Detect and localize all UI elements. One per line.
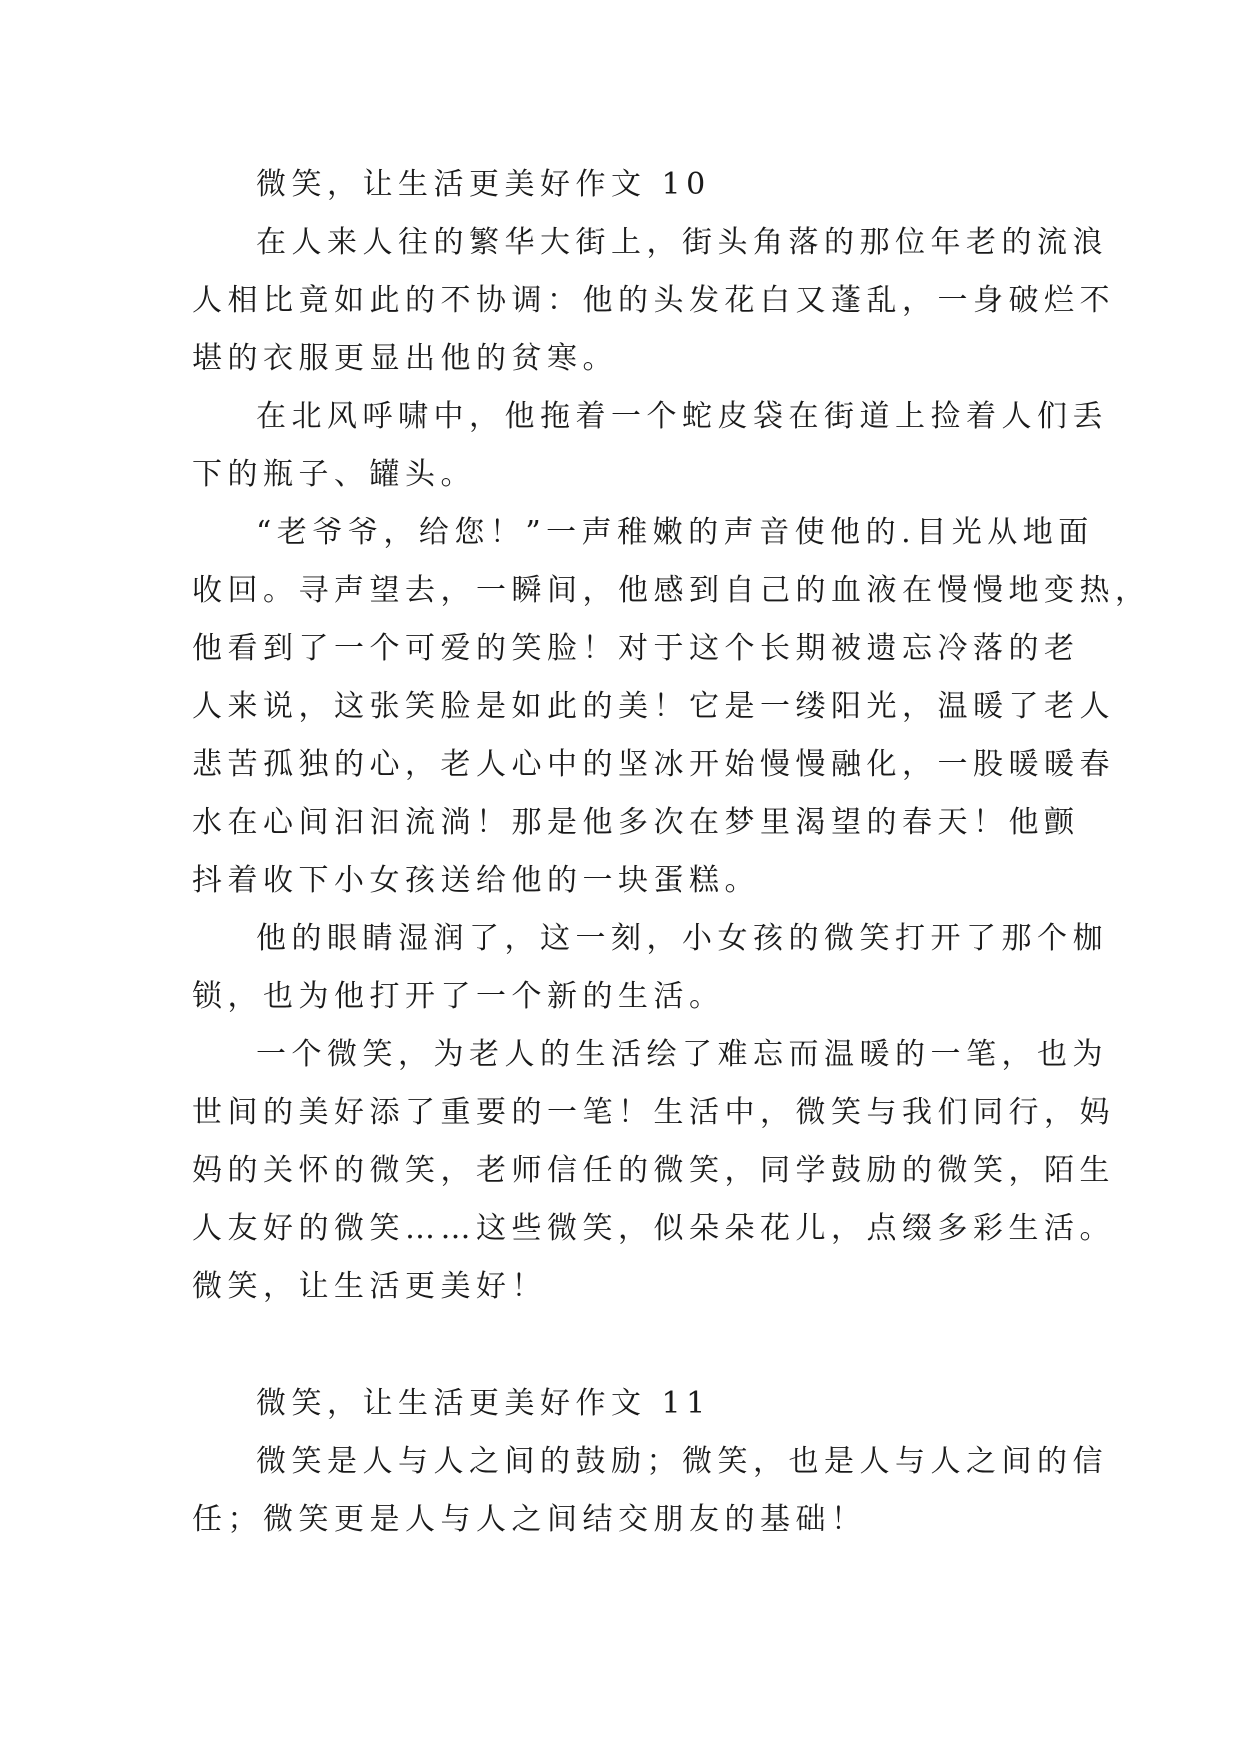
paragraph-line: 收回。寻声望去，一瞬间，他感到自己的血液在慢慢地变热， [192, 573, 1151, 608]
paragraph-line: 悲苦孤独的心，老人心中的坚冰开始慢慢融化，一股暖暖春 [192, 747, 1115, 782]
paragraph-line: 微笑是人与人之间的鼓励；微笑，也是人与人之间的信 [256, 1444, 1108, 1479]
paragraph-line: 他的眼睛湿润了，这一刻，小女孩的微笑打开了那个枷 [256, 921, 1108, 956]
paragraph-line: 微笑，让生活更美好！ [192, 1269, 547, 1304]
paragraph-line: 人相比竟如此的不协调：他的头发花白又蓬乱，一身破烂不 [192, 283, 1115, 318]
paragraph-line: 水在心间汩汩流淌！那是他多次在梦里渴望的春天！他颤 [192, 805, 1080, 840]
essay-title: 微笑，让生活更美好作文 10 [256, 167, 711, 202]
paragraph-line: 人友好的微笑……这些微笑，似朵朵花儿，点缀多彩生活。 [192, 1211, 1115, 1246]
essay-title: 微笑，让生活更美好作文 11 [256, 1386, 711, 1421]
paragraph-line: 妈的关怀的微笑，老师信任的微笑，同学鼓励的微笑，陌生 [192, 1153, 1115, 1188]
paragraph-line: 在人来人往的繁华大街上，街头角落的那位年老的流浪 [256, 225, 1108, 260]
paragraph-line: 在北风呼啸中，他拖着一个蛇皮袋在街道上捡着人们丢 [256, 399, 1108, 434]
paragraph-line: 锁，也为他打开了一个新的生活。 [192, 979, 725, 1014]
paragraph-line: 一个微笑，为老人的生活绘了难忘而温暖的一笔，也为 [256, 1037, 1108, 1072]
paragraph-line: “老爷爷，给您！”一声稚嫩的声音使他的.目光从地面 [256, 515, 1094, 550]
paragraph-line: 世间的美好添了重要的一笔！生活中，微笑与我们同行，妈 [192, 1095, 1115, 1130]
paragraph-line: 人来说，这张笑脸是如此的美！它是一缕阳光，温暖了老人 [192, 689, 1115, 724]
paragraph-line: 抖着收下小女孩送给他的一块蛋糕。 [192, 863, 760, 898]
paragraph-line: 任；微笑更是人与人之间结交朋友的基础！ [192, 1502, 867, 1537]
paragraph-line: 他看到了一个可爱的笑脸！对于这个长期被遗忘冷落的老 [192, 631, 1080, 666]
paragraph-line: 堪的衣服更显出他的贫寒。 [192, 341, 618, 376]
paragraph-line: 下的瓶子、罐头。 [192, 457, 476, 492]
